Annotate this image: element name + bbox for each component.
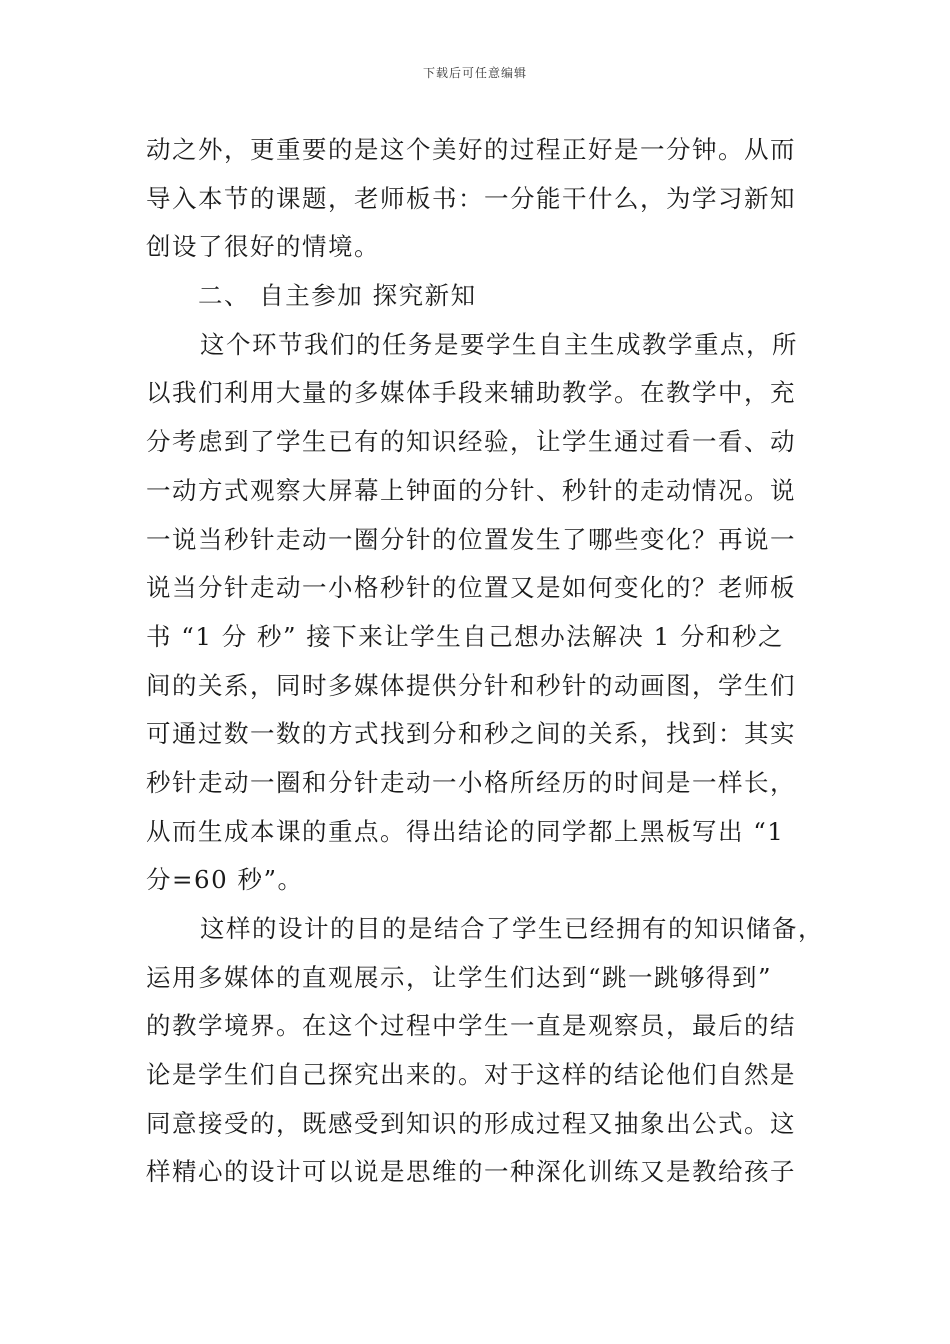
- document-body: [146, 126, 824, 1197]
- text-line: 这个环节我们的任务是要学生自主生成教学重点，所: [200, 329, 798, 359]
- text-line: 样精心的设计可以说是思维的一种深化训练又是教给孩子: [146, 1157, 796, 1187]
- text-line: 秒针走动一圈和分针走动一小格所经历的时间是一样长，: [146, 767, 796, 797]
- text-line: 间的关系，同时多媒体提供分针和秒针的动画图，学生们: [146, 670, 796, 700]
- text-line: 动之外，更重要的是这个美好的过程正好是一分钟。从而: [146, 135, 796, 164]
- text-line: 以我们利用大量的多媒体手段来辅助教学。在教学中，充: [146, 378, 796, 408]
- text-line: 从而生成本课的重点。得出结论的同学都上黑板写出 “1: [146, 816, 785, 846]
- text-line: 分=60 秒”。: [146, 865, 304, 895]
- text-line: 的教学境界。在这个过程中学生一直是观察员，最后的结: [146, 1011, 796, 1041]
- text-line: 一说当秒针走动一圈分针的位置发生了哪些变化？再说一: [146, 524, 796, 554]
- text-line: 导入本节的课题，老师板书：一分能干什么，为学习新知: [146, 183, 796, 213]
- text-line: 分考虑到了学生已有的知识经验，让学生通过看一看、动: [146, 427, 796, 457]
- section-heading: 二、 自主参加 探究新知: [198, 281, 477, 311]
- text-line: 运用多媒体的直观展示，让学生们达到“跳一跳够得到”: [146, 962, 773, 992]
- text-line: 这样的设计的目的是结合了学生已经拥有的知识储备，: [200, 914, 824, 943]
- text-line: 同意接受的，既感受到知识的形成过程又抽象出公式。这: [146, 1108, 796, 1138]
- page-header: 下载后可任意编辑: [422, 66, 527, 80]
- text-line: 可通过数一数的方式找到分和秒之间的关系，找到：其实: [146, 719, 796, 749]
- text-line: 书 “1 分 秒” 接下来让学生自己想办法解决 1 分和秒之: [146, 621, 784, 651]
- text-line: 创设了很好的情境。: [146, 232, 380, 262]
- text-line: 论是学生们自己探究出来的。对于这样的结论他们自然是: [146, 1060, 796, 1090]
- text-line: 说当分针走动一小格秒针的位置又是如何变化的？老师板: [146, 573, 796, 603]
- text-line: 一动方式观察大屏幕上钟面的分针、秒针的走动情况。说: [146, 475, 796, 505]
